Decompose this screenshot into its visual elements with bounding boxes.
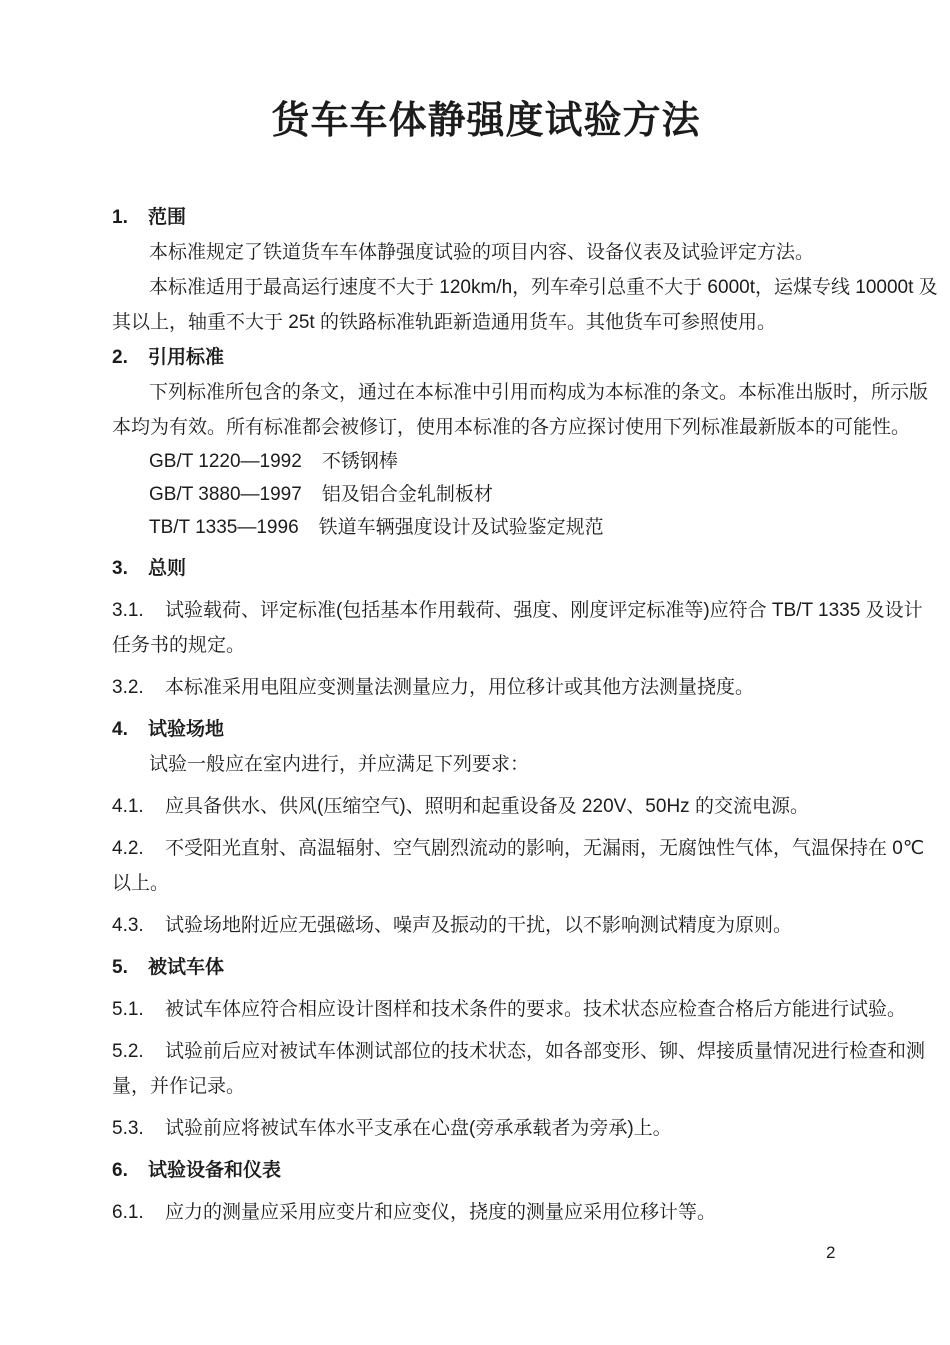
paragraph-line: 下列标准所包含的条文，通过在本标准中引用而构成为本标准的条文。本标准出版时，所示版 xyxy=(149,382,929,403)
clause-number: 5.1. xyxy=(112,999,144,1020)
reference-title: 铝及铝合金轧制板材 xyxy=(321,484,493,505)
clause xyxy=(112,992,907,1027)
section-heading xyxy=(112,1153,860,1188)
section-heading xyxy=(112,950,860,985)
reference-item xyxy=(112,478,860,511)
clause-number: 5.3. xyxy=(112,1118,144,1139)
section-title: 试验场地 xyxy=(148,719,225,740)
clause-text: 试验前应将被试车体水平支承在心盘(旁承承载者为旁承)上。 xyxy=(165,1118,672,1139)
section-general-rules xyxy=(112,551,923,705)
section-scope xyxy=(112,200,938,340)
clause-number: 4.2. xyxy=(112,838,144,859)
section-heading xyxy=(112,340,860,375)
reference-code: GB/T 3880—1997 xyxy=(149,484,302,505)
section-title: 总则 xyxy=(148,558,187,579)
clause xyxy=(112,789,860,824)
section-heading xyxy=(112,551,860,586)
clause-text: 应力的测量应采用应变片和应变仪，挠度的测量应采用位移计等。 xyxy=(165,1202,717,1223)
clause xyxy=(112,1111,860,1146)
paragraph-line: 本均为有效。所有标准都会被修订，使用本标准的各方应探讨使用下列标准最新版本的可能性。 xyxy=(112,417,911,438)
paragraph-line: 本标准规定了铁道货车车体静强度试验的项目内容、设备仪表及试验评定方法。 xyxy=(149,242,815,263)
clause xyxy=(112,1034,926,1069)
paragraph-line: 本标准适用于最高运行速度不大于 120km/h，列车牵引总重不大于 6000t，运煤专线 10000t 及 xyxy=(149,277,938,298)
clause-text: 应具备供水、供风(压缩空气)、照明和起重设备及 220V、50Hz 的交流电源。 xyxy=(165,796,809,817)
section-test-car-body xyxy=(112,950,926,1146)
reference-code: GB/T 1220—1992 xyxy=(149,451,302,472)
section-test-site xyxy=(112,712,925,943)
reference-title: 不锈钢棒 xyxy=(321,451,398,472)
section-title: 被试车体 xyxy=(148,957,225,978)
clause-line: 量，并作记录。 xyxy=(112,1076,246,1097)
section-title: 引用标准 xyxy=(148,347,225,368)
section-equipment xyxy=(112,1153,860,1230)
section-number: 5. xyxy=(112,957,128,978)
clause-text: 试验前后应对被试车体测试部位的技术状态，如各部变形、铆、焊接质量情况进行检查和测 xyxy=(165,1041,926,1062)
section-number: 6. xyxy=(112,1160,128,1181)
section-number: 4. xyxy=(112,719,128,740)
clause xyxy=(112,908,860,943)
document-title: 货车车体静强度试验方法 xyxy=(271,100,701,142)
clause xyxy=(112,831,925,866)
clause-number: 4.3. xyxy=(112,915,144,936)
section-number: 1. xyxy=(112,207,128,228)
clause-line: 以上。 xyxy=(112,873,170,894)
reference-item xyxy=(112,511,860,544)
clause-text: 试验载荷、评定标准(包括基本作用载荷、强度、刚度评定标准等)应符合 TB/T 1335 及设计 xyxy=(165,600,923,621)
page-number: 2 xyxy=(826,1243,836,1262)
clause-text: 被试车体应符合相应设计图样和技术条件的要求。技术状态应检查合格后方能进行试验。 xyxy=(165,999,907,1020)
clause-line: 任务书的规定。 xyxy=(112,635,246,656)
clause-number: 5.2. xyxy=(112,1041,144,1062)
reference-item xyxy=(112,445,860,478)
reference-code: TB/T 1335—1996 xyxy=(149,517,299,538)
section-title: 试验设备和仪表 xyxy=(148,1160,282,1181)
clause-text: 不受阳光直射、高温辐射、空气剧烈流动的影响，无漏雨，无腐蚀性气体，气温保持在 0℃ xyxy=(165,838,925,859)
section-title: 范围 xyxy=(148,207,187,228)
clause-text: 本标准采用电阻应变测量法测量应力，用位移计或其他方法测量挠度。 xyxy=(165,677,755,698)
clause xyxy=(112,593,923,628)
reference-title: 铁道车辆强度设计及试验鉴定规范 xyxy=(318,517,604,538)
clause xyxy=(112,1195,860,1230)
section-heading xyxy=(112,712,860,747)
section-heading xyxy=(112,200,860,235)
section-references xyxy=(112,340,929,544)
section-intro: 试验一般应在室内进行，并应满足下列要求： xyxy=(149,754,530,775)
clause-text: 试验场地附近应无强磁场、噪声及振动的干扰，以不影响测试精度为原则。 xyxy=(165,915,793,936)
clause-number: 4.1. xyxy=(112,796,144,817)
section-number: 2. xyxy=(112,347,128,368)
paragraph-line: 其以上，轴重不大于 25t 的铁路标准轨距新造通用货车。其他货车可参照使用。 xyxy=(112,312,776,333)
clause-number: 6.1. xyxy=(112,1202,144,1223)
section-number: 3. xyxy=(112,558,128,579)
clause xyxy=(112,670,860,705)
clause-number: 3.1. xyxy=(112,600,144,621)
clause-number: 3.2. xyxy=(112,677,144,698)
